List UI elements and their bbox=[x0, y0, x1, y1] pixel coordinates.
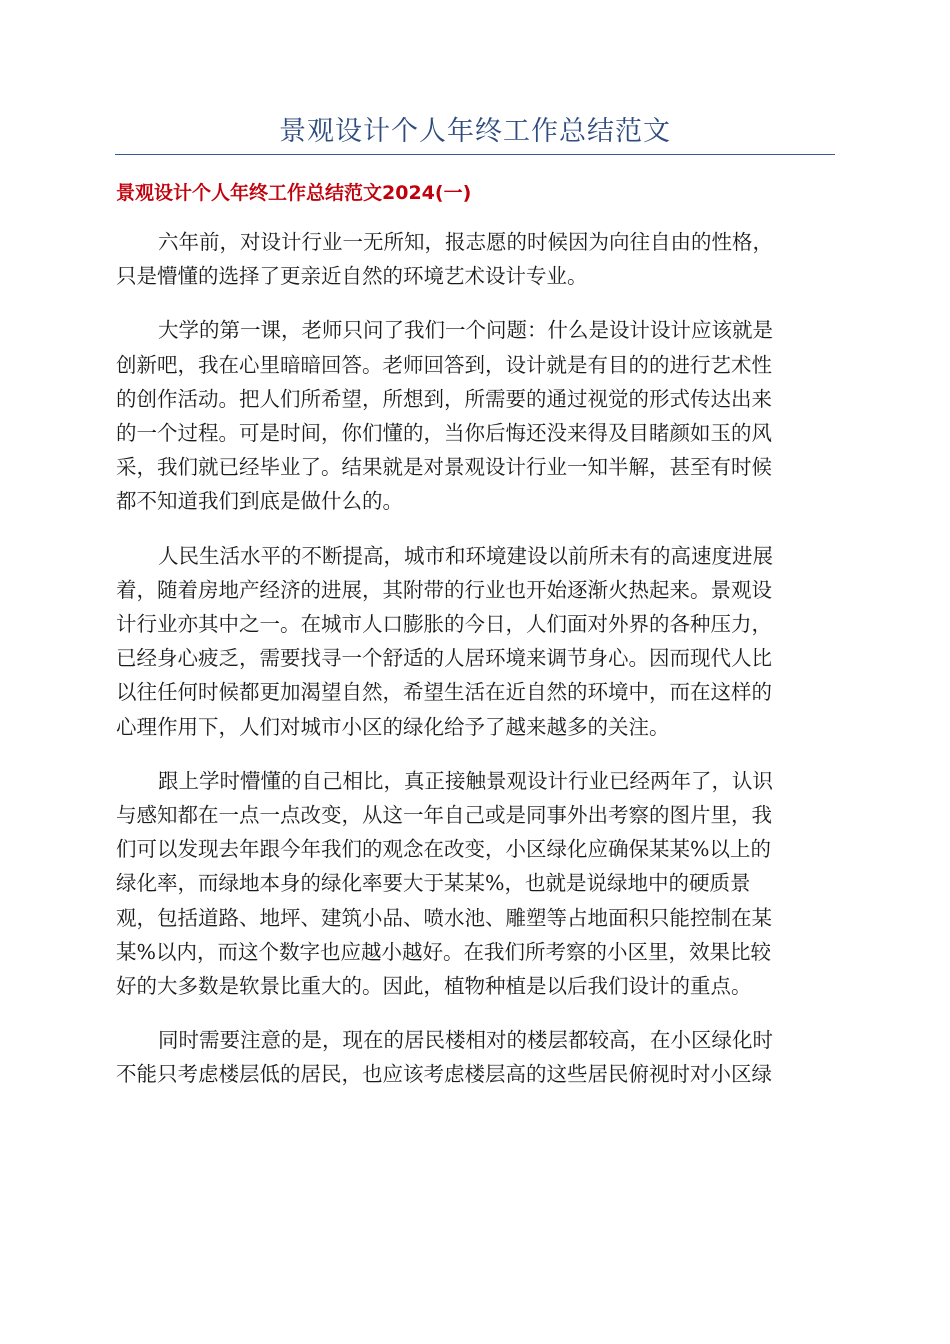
paragraph-line: 的一个过程。可是时间，你们懂的，当你后悔还没来得及目睹颜如玉的风 bbox=[116, 421, 772, 446]
paragraph bbox=[116, 225, 834, 293]
paragraph-line: 以往任何时候都更加渴望自然，希望生活在近自然的环境中，而在这样的 bbox=[116, 680, 772, 705]
paragraph-line: 着，随着房地产经济的进展，其附带的行业也开始逐渐火热起来。景观设 bbox=[116, 577, 772, 602]
paragraph bbox=[116, 539, 834, 744]
paragraph-line: 好的大多数是软景比重大的。因此，植物种植是以后我们设计的重点。 bbox=[116, 974, 752, 999]
paragraph-line: 已经身心疲乏，需要找寻一个舒适的人居环境来调节身心。因而现代人比 bbox=[116, 646, 772, 671]
paragraph-line: 们可以发现去年跟今年我们的观念在改变，小区绿化应确保某某%以上的 bbox=[116, 837, 771, 862]
paragraph-line: 计行业亦其中之一。在城市人口膨胀的今日，人们面对外界的各种压力， bbox=[116, 612, 772, 637]
paragraph bbox=[116, 313, 834, 518]
paragraph-line: 创新吧，我在心里暗暗回答。老师回答到，设计就是有目的的进行艺术性 bbox=[116, 352, 772, 377]
paragraph-line: 的创作活动。把人们所希望，所想到，所需要的通过视觉的形式传达出来 bbox=[116, 386, 772, 411]
paragraph-line: 跟上学时懵懂的自己相比，真正接触景观设计行业已经两年了，认识 bbox=[158, 768, 773, 793]
paragraph-line: 六年前，对设计行业一无所知，报志愿的时候因为向往自由的性格， bbox=[158, 230, 773, 254]
paragraph-line: 都不知道我们到底是做什么的。 bbox=[116, 489, 403, 514]
paragraph-line: 同时需要注意的是，现在的居民楼相对的楼层都较高，在小区绿化时 bbox=[158, 1028, 773, 1053]
paragraph-line: 大学的第一课，老师只问了我们一个问题：什么是设计设计应该就是 bbox=[158, 318, 773, 343]
title-underline bbox=[115, 154, 835, 155]
paragraph bbox=[116, 764, 834, 1003]
paragraph-line: 心理作用下，人们对城市小区的绿化给予了越来越多的关注。 bbox=[116, 714, 670, 739]
paragraph-line: 与感知都在一点一点改变，从这一年自己或是同事外出考察的图片里，我 bbox=[116, 803, 772, 828]
paragraph-line: 观，包括道路、地坪、建筑小品、喷水池、雕塑等占地面积只能控制在某 bbox=[116, 905, 772, 930]
paragraph-line: 人民生活水平的不断提高，城市和环境建设以前所未有的高速度进展 bbox=[158, 543, 773, 568]
paragraph-line: 不能只考虑楼层低的居民，也应该考虑楼层高的这些居民俯视时对小区绿 bbox=[116, 1062, 772, 1087]
document-body bbox=[116, 225, 834, 1112]
document-title: 景观设计个人年终工作总结范文 bbox=[279, 116, 671, 147]
paragraph-line: 绿化率，而绿地本身的绿化率要大于某某%，也就是说绿地中的硬质景 bbox=[116, 871, 751, 896]
paragraph-line: 某%以内，而这个数字也应越小越好。在我们所考察的小区里，效果比较 bbox=[116, 939, 771, 964]
section-heading: 景观设计个人年终工作总结范文2024(一) bbox=[116, 182, 472, 204]
paragraph-line: 采，我们就已经毕业了。结果就是对景观设计行业一知半解，甚至有时候 bbox=[116, 455, 772, 480]
paragraph-line: 只是懵懂的选择了更亲近自然的环境艺术设计专业。 bbox=[116, 264, 588, 289]
paragraph bbox=[116, 1023, 834, 1091]
